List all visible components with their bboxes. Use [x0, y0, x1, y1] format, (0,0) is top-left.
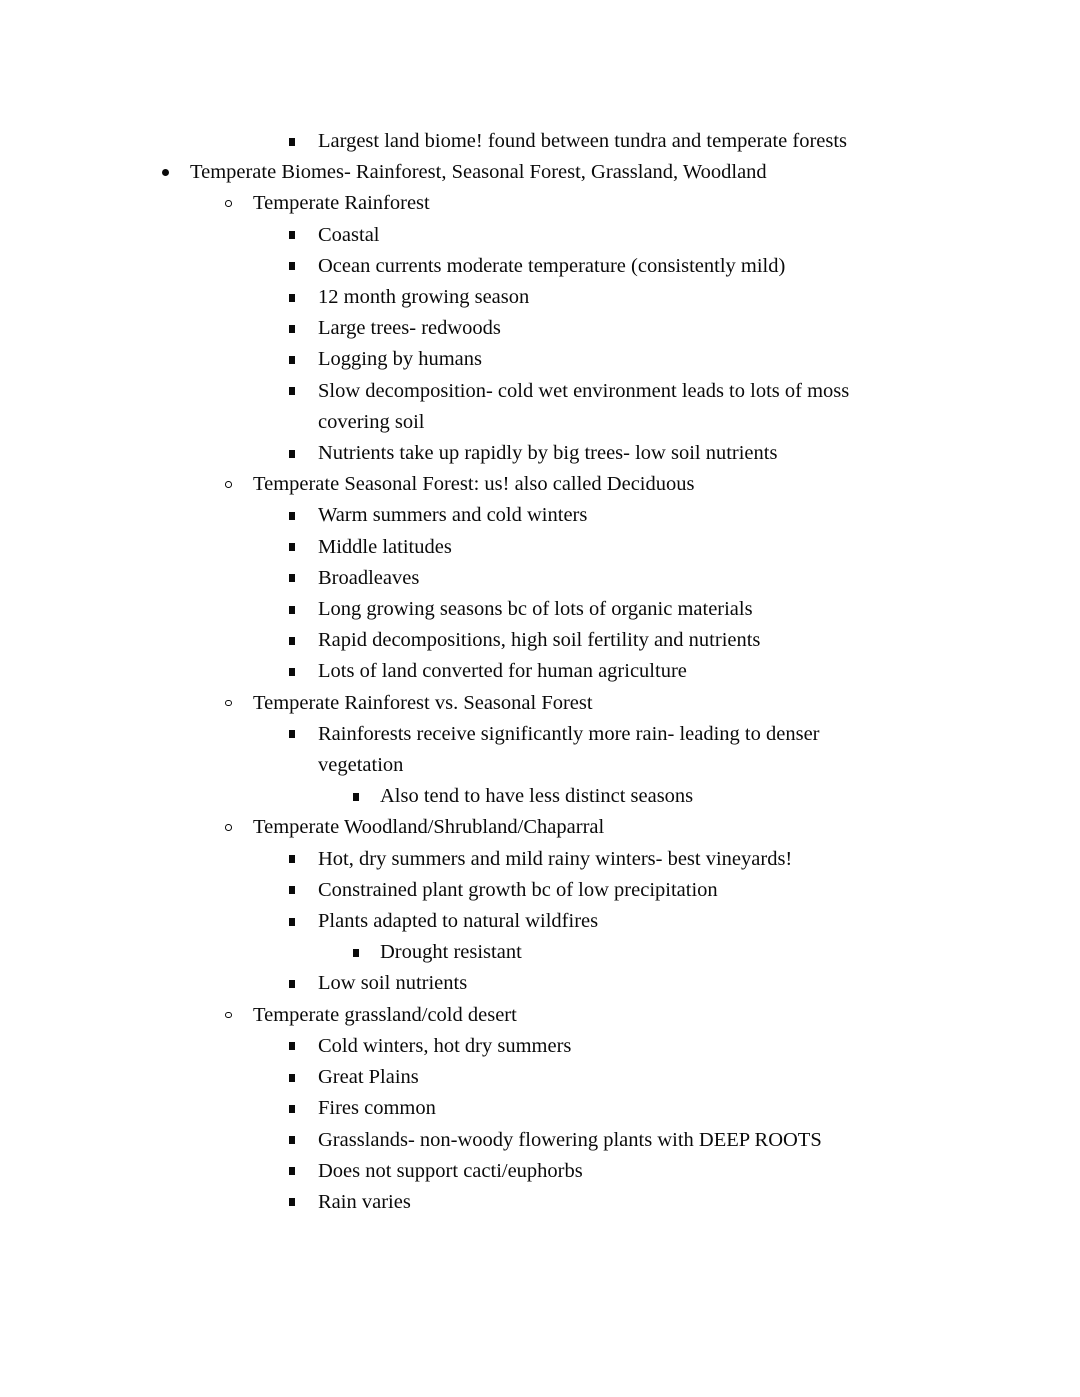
list-item	[0, 656, 893, 687]
bullet-square-icon	[289, 294, 295, 302]
document-content	[0, 126, 893, 1218]
bullet-square-icon	[289, 356, 295, 364]
bullet-square-icon	[289, 1136, 295, 1144]
list-item-text: Grasslands- non-woody flowering plants with DEEP ROOTS	[318, 1128, 822, 1151]
bullet-square-icon	[289, 730, 295, 738]
list-item	[0, 344, 893, 375]
list-item-text: Also tend to have less distinct seasons	[380, 785, 694, 808]
list-item-text: Fires common	[318, 1097, 436, 1120]
list-item-text: Plants adapted to natural wildfires	[318, 910, 599, 933]
bullet-square-icon	[289, 1105, 295, 1113]
list-item-text: Temperate Seasonal Forest: us! also called Deciduous	[253, 473, 695, 496]
bullet-square-icon	[353, 793, 359, 801]
list-item-text: Broadleaves	[318, 566, 420, 589]
list-item-text: Cold winters, hot dry summers	[318, 1034, 572, 1057]
list-item-text: Coastal	[318, 223, 380, 246]
list-item-text: Temperate Rainforest vs. Seasonal Forest	[253, 691, 593, 714]
list-item	[0, 126, 893, 157]
list-item	[0, 500, 893, 531]
list-item-text: Drought resistant	[380, 941, 522, 964]
bullet-square-icon	[289, 918, 295, 926]
list-item	[0, 251, 893, 282]
list-item	[0, 625, 893, 656]
bullet-square-icon	[289, 450, 295, 458]
bullet-disc-icon	[162, 169, 169, 176]
list-item	[0, 157, 893, 188]
list-item	[0, 1031, 893, 1062]
list-item	[0, 438, 893, 469]
list-item-text: Constrained plant growth bc of low precipitation	[318, 878, 718, 901]
bullet-circle-icon	[225, 824, 232, 831]
bullet-square-icon	[289, 231, 295, 239]
list-item-text: Rapid decompositions, high soil fertility and nutrients	[318, 629, 761, 652]
list-item	[0, 1156, 893, 1187]
list-item-text: Temperate Woodland/Shrubland/Chaparral	[253, 816, 605, 839]
list-item	[0, 688, 893, 719]
list-item	[0, 844, 893, 875]
bullet-square-icon	[289, 574, 295, 582]
bullet-circle-icon	[225, 481, 232, 488]
list-item	[0, 719, 893, 781]
bullet-square-icon	[289, 1042, 295, 1050]
bullet-square-icon	[289, 512, 295, 520]
list-item	[0, 313, 893, 344]
list-item-text: Temperate Rainforest	[253, 192, 430, 215]
list-item	[0, 968, 893, 999]
list-item-text: Low soil nutrients	[318, 972, 468, 995]
list-item	[0, 937, 893, 968]
list-item-text: Slow decomposition- cold wet environment leads to lots of moss covering soil	[318, 379, 850, 433]
list-item-text: Large trees- redwoods	[318, 317, 501, 340]
list-item-text: Nutrients take up rapidly by big trees- low soil nutrients	[318, 442, 778, 465]
bullet-square-icon	[289, 1198, 295, 1206]
bullet-square-icon	[289, 1167, 295, 1175]
list-item-text: Rainforests receive significantly more rain- leading to denser vegetation	[318, 722, 820, 777]
list-item	[0, 1062, 893, 1093]
list-item-text: Temperate grassland/cold desert	[253, 1003, 517, 1026]
list-item	[0, 812, 893, 843]
bullet-square-icon	[353, 949, 359, 957]
list-item	[0, 563, 893, 594]
list-item	[0, 376, 893, 438]
bullet-square-icon	[289, 855, 295, 863]
list-item	[0, 594, 893, 625]
list-item	[0, 781, 893, 812]
bullet-square-icon	[289, 262, 295, 270]
bullet-square-icon	[289, 668, 295, 676]
list-item	[0, 1000, 893, 1031]
list-item	[0, 1187, 893, 1218]
bullet-square-icon	[289, 1074, 295, 1082]
list-item-text: Warm summers and cold winters	[318, 504, 588, 527]
list-item	[0, 282, 893, 313]
list-item-text: Middle latitudes	[318, 535, 452, 558]
bullet-square-icon	[289, 606, 295, 614]
bullet-square-icon	[289, 980, 295, 988]
bullet-circle-icon	[225, 1012, 232, 1019]
list-item	[0, 532, 893, 563]
list-item-text: Hot, dry summers and mild rainy winters- best vineyards!	[318, 847, 793, 870]
bullet-square-icon	[289, 637, 295, 645]
list-item	[0, 906, 893, 937]
list-item	[0, 1125, 893, 1156]
list-item-text: Great Plains	[318, 1066, 419, 1089]
list-item-text: Rain varies	[318, 1190, 411, 1213]
bullet-square-icon	[289, 886, 295, 894]
list-item	[0, 469, 893, 500]
list-item	[0, 220, 893, 251]
list-item	[0, 1093, 893, 1124]
bullet-square-icon	[289, 543, 295, 551]
list-item-text: Ocean currents moderate temperature (consistently mild)	[318, 254, 786, 277]
list-item-text: Does not support cacti/euphorbs	[318, 1159, 583, 1182]
list-item	[0, 188, 893, 219]
bullet-circle-icon	[225, 700, 232, 707]
list-item-text: Lots of land converted for human agriculture	[318, 660, 687, 683]
list-item-text: Long growing seasons bc of lots of organic materials	[318, 598, 753, 621]
bullet-square-icon	[289, 325, 295, 333]
bullet-square-icon	[289, 138, 295, 146]
list-item-text: Logging by humans	[318, 348, 482, 371]
list-item-text: Temperate Biomes- Rainforest, Seasonal Forest, Grassland, Woodland	[190, 161, 767, 184]
list-item	[0, 875, 893, 906]
bullet-square-icon	[289, 387, 295, 395]
list-item-text: Largest land biome! found between tundra and temperate forests	[318, 130, 848, 152]
bullet-circle-icon	[225, 200, 232, 207]
list-item-text: 12 month growing season	[318, 286, 530, 309]
